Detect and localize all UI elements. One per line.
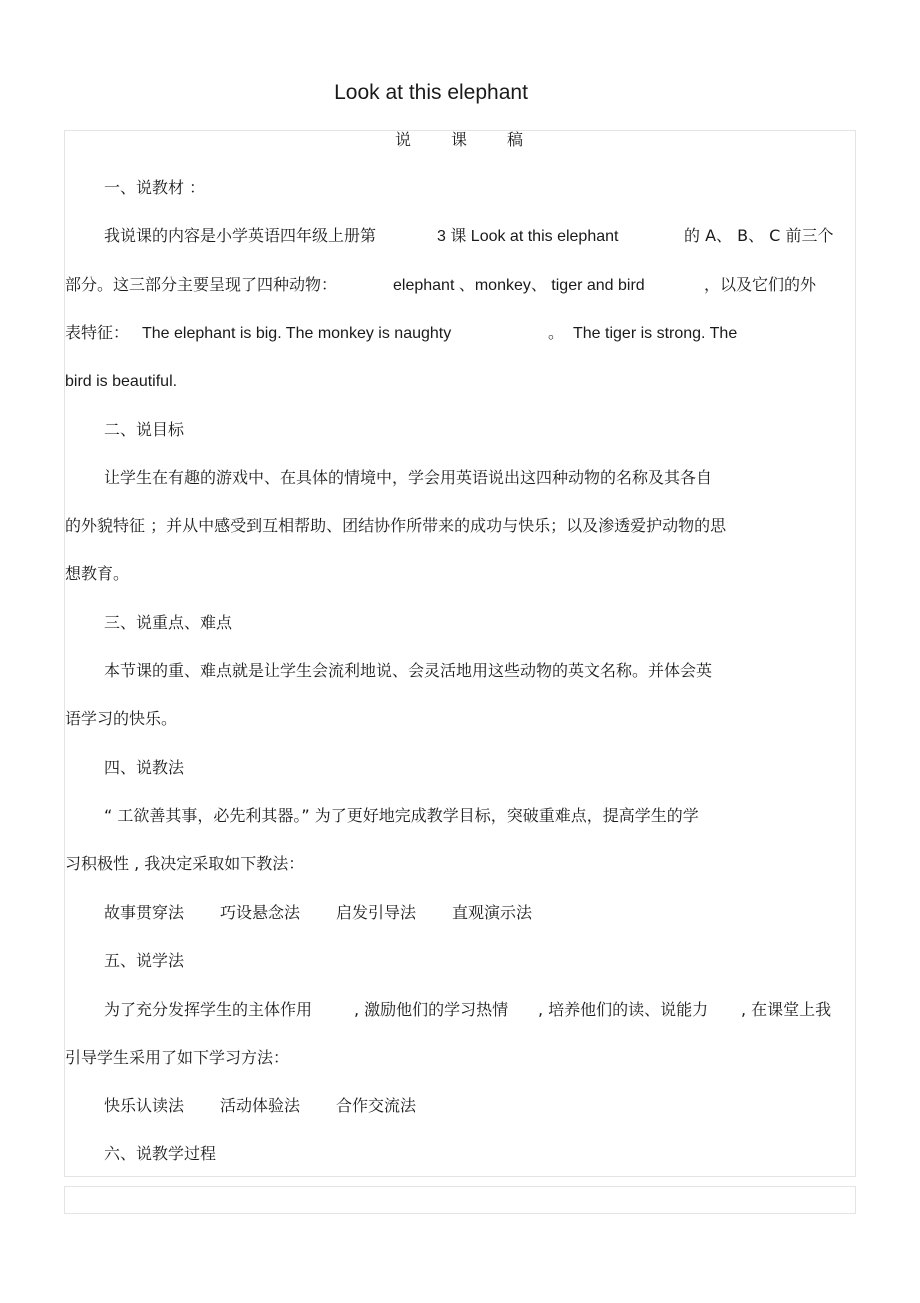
paragraph-text: 语学习的快乐。 — [65, 709, 178, 728]
paragraph-text: “ 工欲善其事，必先利其器。” 为了更好地完成教学目标，突破重难点，提高学生的学 — [104, 806, 699, 825]
paragraph-text: , 激励他们的学习热情 — [354, 1000, 509, 1019]
paragraph-text: ，以及它们的外 — [704, 275, 817, 294]
subtitle — [0, 132, 918, 148]
paragraph-text: 习积极性 , 我决定采取如下教法： — [65, 854, 305, 873]
paragraph-text: 3 课 Look at this elephant — [437, 228, 619, 245]
paragraph-text: 引导学生采用了如下学习方法： — [65, 1048, 290, 1067]
paragraph-text: 本节课的重、难点就是让学生会流利地说、会灵活地用这些动物的英文名称。并体会英 — [104, 661, 713, 680]
subtitle-char: 说 — [394, 130, 411, 149]
teaching-method: 启发引导法 — [336, 903, 417, 922]
paragraph-text: 想教育。 — [65, 564, 130, 583]
subtitle-char: 稿 — [507, 130, 524, 149]
paragraph-text: 我说课的内容是小学英语四年级上册第 — [104, 226, 377, 245]
paragraph-text: elephant 、monkey、 tiger and bird — [393, 277, 645, 294]
paragraph-text: The elephant is big. The monkey is naughty — [142, 325, 452, 342]
teaching-method: 故事贯穿法 — [104, 903, 185, 922]
paragraph-text: 为了充分发挥学生的主体作用 — [104, 1000, 313, 1019]
paragraph-text: 让学生在有趣的游戏中、在具体的情境中，学会用英语说出这四种动物的名称及其各自 — [104, 468, 713, 487]
learning-method: 合作交流法 — [336, 1096, 417, 1115]
teaching-method: 直观演示法 — [452, 903, 533, 922]
paragraph-text: 的外貌特征 ；并从中感受到互相帮助、团结协作所带来的成功与快乐；以及渗透爱护动物的思 — [65, 516, 727, 535]
teaching-method: 巧设悬念法 — [220, 903, 301, 922]
paragraph-text: 的 A、 B、 C 前三个 — [684, 226, 834, 245]
section-heading: 三、说重点、难点 — [104, 613, 233, 632]
section-heading: 二、说目标 — [104, 420, 185, 439]
subtitle-char: 课 — [450, 130, 467, 149]
paragraph-text: 。 — [548, 323, 565, 342]
section-heading: 四、说教法 — [104, 758, 185, 777]
learning-method: 快乐认读法 — [104, 1096, 185, 1115]
paragraph-text: bird is beautiful. — [65, 373, 178, 390]
paragraph-text: 表特征： — [65, 323, 130, 342]
section-heading: 五、说学法 — [104, 951, 185, 970]
section-heading: 六、说教学过程 — [104, 1144, 217, 1163]
next-page-frame — [64, 1186, 856, 1214]
learning-method: 活动体验法 — [220, 1096, 301, 1115]
paragraph-text: , 在课堂上我 — [741, 1000, 832, 1019]
paragraph-text: 部分。这三部分主要呈现了四种动物： — [65, 275, 338, 294]
document-title: Look at this elephant — [334, 81, 528, 104]
paragraph-text: , 培养他们的读、说能力 — [538, 1000, 709, 1019]
paragraph-text: The tiger is strong. The — [573, 325, 738, 342]
section-heading: 一、说教材 ： — [104, 178, 206, 197]
